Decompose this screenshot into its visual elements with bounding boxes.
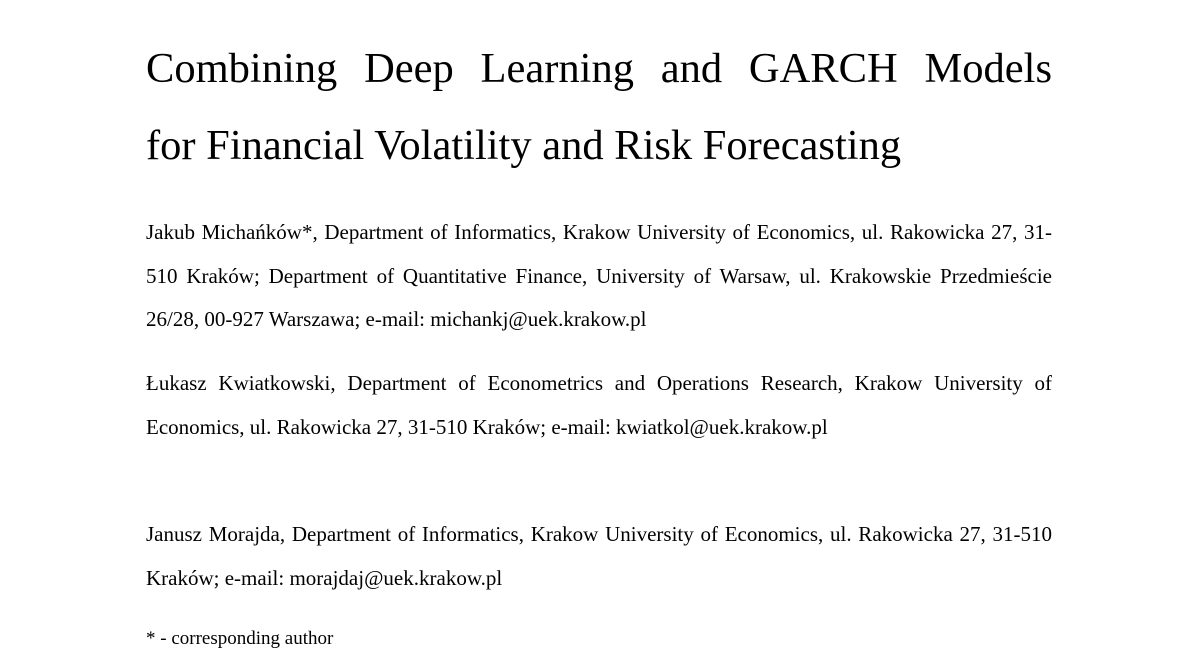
paper-title-line-1: Combining Deep Learning and GARCH Models	[146, 45, 1052, 92]
corresponding-author-note: * - corresponding author	[146, 628, 334, 649]
paper-title-line-2: for Financial Volatility and Risk Forecasting	[146, 122, 902, 169]
paper-page	[146, 0, 1052, 649]
author-affiliation-1: Jakub Michańków*, Department of Informatics, Krakow University of Economics, ul. Rakowicka 27, 31-510 Kraków; Department of Quantitative Finance, University of Warsaw, ul. Krakowskie Przedmieście 26/28, 00-927 Warszawa; e-mail: michankj@uek.krakow.pl	[146, 220, 1052, 331]
author-affiliation-2: Łukasz Kwiatkowski, Department of Econometrics and Operations Research, Krakow University of Economics, ul. Rakowicka 27, 31-510 Kraków; e-mail: kwiatkol@uek.krakow.pl	[146, 371, 1052, 439]
author-affiliation-3: Janusz Morajda, Department of Informatics, Krakow University of Economics, ul. Rakowicka 27, 31-510 Kraków; e-mail: morajdaj@uek.krakow.pl	[146, 522, 1052, 590]
paper-title	[146, 0, 1052, 184]
